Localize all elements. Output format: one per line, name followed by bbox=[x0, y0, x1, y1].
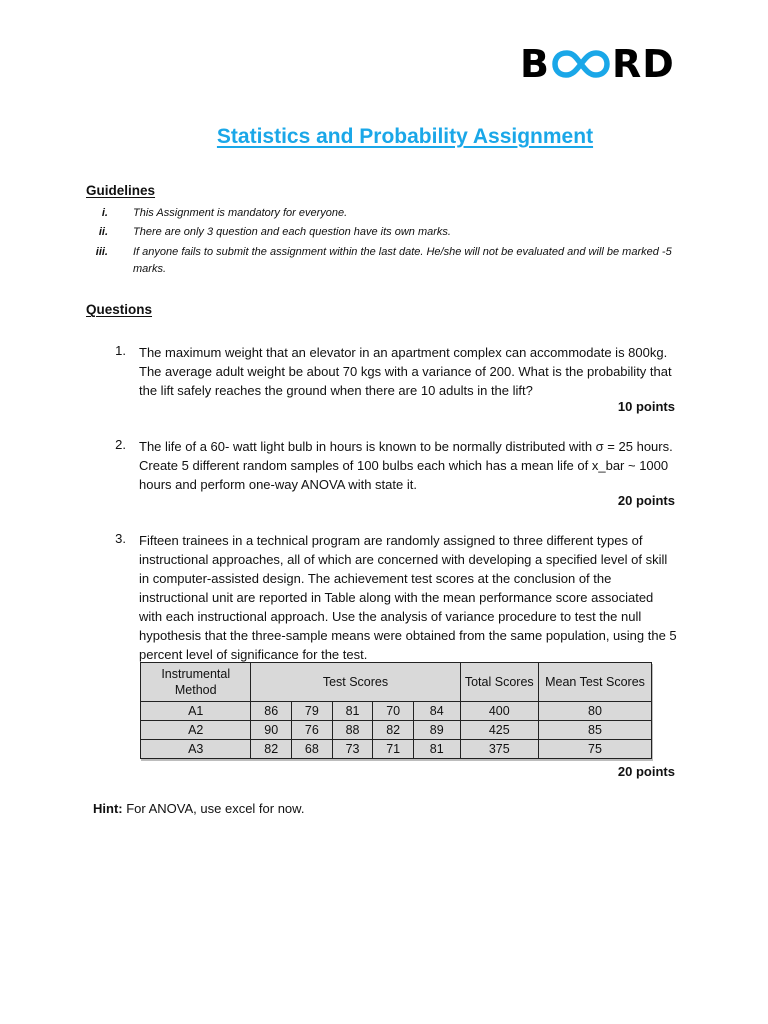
guideline-number: iii. bbox=[95, 246, 108, 258]
mean-cell: 85 bbox=[538, 721, 651, 740]
score-cell: 84 bbox=[413, 702, 460, 721]
method-cell: A1 bbox=[141, 702, 251, 721]
header-method: Instrumental Method bbox=[141, 663, 251, 702]
table-row bbox=[141, 740, 652, 759]
question-text: The life of a 60- watt light bulb in hours is known to be normally distributed with σ = 25 hours. Create 5 different random samples of 100 bulbs each which has a mean life of x_bar ~ 1000 hours and perform one-way ANOVA with state it. bbox=[139, 439, 673, 492]
infinity-logo-icon bbox=[552, 49, 610, 79]
score-cell: 76 bbox=[292, 721, 333, 740]
header-mean-scores: Mean Test Scores bbox=[538, 663, 651, 702]
question-number: 2. bbox=[115, 437, 126, 452]
guideline-text: If anyone fails to submit the assignment within the last date. He/she will not be evaluated and will be marked -5 marks. bbox=[133, 246, 672, 275]
logo-text-b: B bbox=[520, 42, 550, 86]
score-cell: 90 bbox=[251, 721, 292, 740]
score-cell: 79 bbox=[292, 702, 333, 721]
score-cell: 86 bbox=[251, 702, 292, 721]
score-cell: 68 bbox=[292, 740, 333, 759]
table-header-row bbox=[141, 663, 652, 702]
total-cell: 375 bbox=[460, 740, 538, 759]
questions-heading: Questions bbox=[86, 302, 153, 317]
question-points: 10 points bbox=[617, 399, 675, 414]
test-scores-table bbox=[140, 662, 652, 759]
table-row bbox=[141, 702, 652, 721]
guideline-number: i. bbox=[101, 207, 108, 219]
question-number: 1. bbox=[115, 343, 126, 358]
hint-note bbox=[93, 801, 304, 816]
total-cell: 400 bbox=[460, 702, 538, 721]
header-total-scores: Total Scores bbox=[460, 663, 538, 702]
hint-label: Hint: bbox=[93, 801, 123, 816]
page-title: Statistics and Probability Assignment bbox=[216, 125, 594, 148]
guideline-text: This Assignment is mandatory for everyone. bbox=[133, 207, 348, 219]
table-row bbox=[141, 721, 652, 740]
header-test-scores: Test Scores bbox=[251, 663, 460, 702]
logo-text-rd: RD bbox=[611, 42, 675, 86]
method-cell: A2 bbox=[141, 721, 251, 740]
score-cell: 88 bbox=[332, 721, 373, 740]
score-cell: 71 bbox=[373, 740, 414, 759]
hint-text: For ANOVA, use excel for now. bbox=[122, 801, 305, 816]
score-cell: 70 bbox=[373, 702, 414, 721]
guideline-text: There are only 3 question and each question have its own marks. bbox=[133, 226, 451, 238]
question-text: The maximum weight that an elevator in an apartment complex can accommodate is 800kg. The average adult weight be about 70 kgs with a variance of 200. What is the probability that the lift safely reaches the ground when there are 10 adults in the lift? bbox=[139, 345, 672, 398]
score-cell: 82 bbox=[251, 740, 292, 759]
score-cell: 81 bbox=[332, 702, 373, 721]
question-points: 20 points bbox=[617, 493, 675, 508]
method-cell: A3 bbox=[141, 740, 251, 759]
question-number: 3. bbox=[115, 531, 126, 546]
board-logo bbox=[520, 44, 675, 84]
score-cell: 81 bbox=[413, 740, 460, 759]
guidelines-heading: Guidelines bbox=[86, 183, 156, 198]
score-cell: 82 bbox=[373, 721, 414, 740]
mean-cell: 80 bbox=[538, 702, 651, 721]
question-text: Fifteen trainees in a technical program are randomly assigned to three different types of instructional approaches, all of which are concerned with developing a specified level of skill in computer-assisted design. The achievement test scores at the conclusion of the instructional unit are reported in Table along with the mean performance score associated with each instructional approach. Use the analysis of variance procedure to test the null hypothesis that the three-sample means were obtained from the same population, using the 5 percent level of significance for the test. bbox=[139, 533, 677, 662]
guideline-number: ii. bbox=[98, 226, 108, 238]
score-cell: 89 bbox=[413, 721, 460, 740]
mean-cell: 75 bbox=[538, 740, 651, 759]
score-cell: 73 bbox=[332, 740, 373, 759]
total-cell: 425 bbox=[460, 721, 538, 740]
question-points: 20 points bbox=[617, 764, 675, 779]
